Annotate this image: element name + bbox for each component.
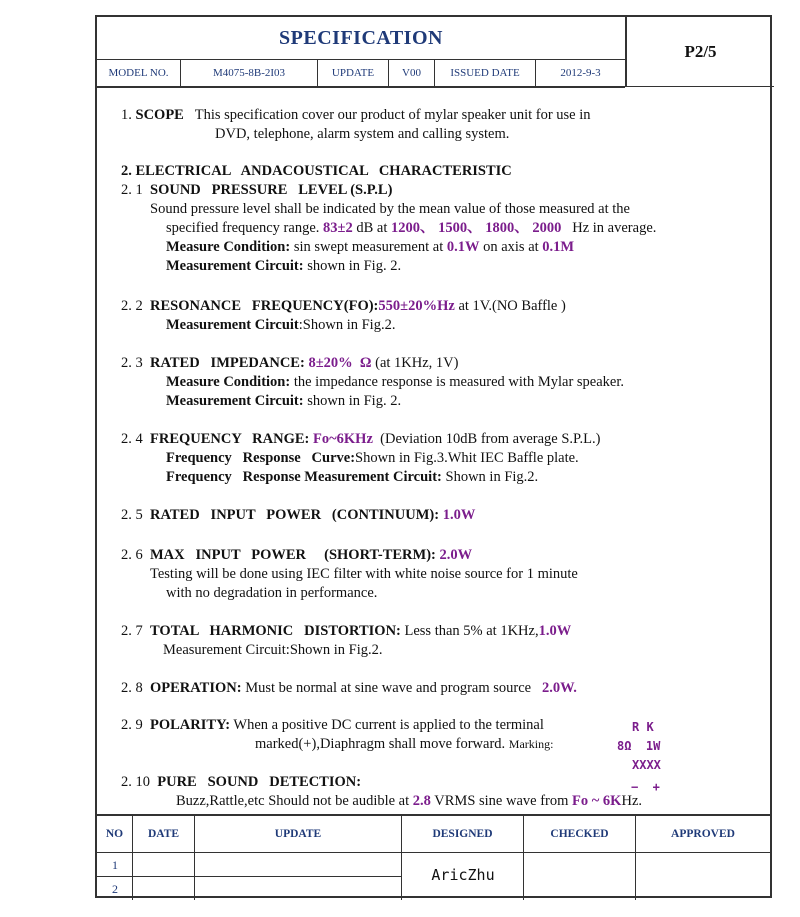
- marking-code: XXXX: [632, 758, 661, 772]
- label: Measure Condition:: [166, 374, 291, 390]
- text: at 1V.(NO Baffle ): [458, 298, 566, 314]
- section-title: RATED INPUT POWER (CONTINUUM):: [150, 507, 440, 523]
- section-resonance: [121, 297, 566, 315]
- text: shown in Fig. 2.: [307, 393, 402, 409]
- section-impedance: [121, 354, 459, 372]
- pure-sound-text: [176, 792, 642, 810]
- section-max-power: [121, 546, 472, 564]
- impedance-circuit: [166, 392, 401, 410]
- frequency-response-circuit: [166, 468, 538, 486]
- section-title: POLARITY:: [150, 717, 231, 733]
- text: the impedance response is measured with Mylar speaker.: [293, 374, 625, 390]
- text: specified frequency range.: [166, 220, 320, 236]
- text: marked(+),Diaphragm shall move forward.: [255, 736, 506, 752]
- marking-spec: 8Ω 1W: [617, 739, 661, 753]
- section-title: RESONANCE FREQUENCY(FO):: [150, 298, 379, 314]
- section-title: SOUND PRESSURE LEVEL (S.P.L): [150, 182, 393, 198]
- page-title: SPECIFICATION: [279, 26, 443, 49]
- title-bar: [97, 17, 625, 60]
- section-number: 2. 9: [121, 717, 143, 733]
- impedance-value: 8±20% Ω: [308, 355, 372, 371]
- text: on axis at: [483, 239, 539, 255]
- max-power-text-2: with no degradation in performance.: [166, 585, 378, 601]
- section-number: 2. 4: [121, 431, 143, 447]
- section-number: 2. 3: [121, 355, 143, 371]
- update-label: UPDATE: [318, 59, 389, 86]
- text: Hz.: [621, 793, 643, 809]
- col-header-date: DATE: [133, 816, 195, 852]
- text: When a positive DC current is applied to the terminal: [233, 717, 544, 733]
- resonance-value: 550±20%Hz: [378, 298, 455, 314]
- col-header-no: NO: [97, 816, 133, 852]
- text: Less than 5% at 1KHz,: [404, 623, 539, 639]
- spl-measure-condition: [166, 238, 574, 256]
- max-power-value: 2.0W: [439, 547, 473, 563]
- section-thd: [121, 622, 571, 640]
- issued-label: ISSUED DATE: [435, 59, 536, 86]
- marking-brand: R K: [632, 720, 654, 734]
- model-label: MODEL NO.: [97, 59, 181, 86]
- section-number: 2. 10: [121, 774, 150, 790]
- section-number: 2. 2: [121, 298, 143, 314]
- section-frequency-range: [121, 430, 600, 448]
- section-number: 2.: [121, 163, 132, 179]
- max-power-text-1: Testing will be done using IEC filter with white noise source for 1 minute: [150, 566, 578, 582]
- section-number: 2. 1: [121, 182, 143, 198]
- marking-polarity: − +: [631, 780, 660, 794]
- section-title: OPERATION:: [150, 680, 242, 696]
- section-title: PURE SOUND DETECTION:: [157, 774, 362, 790]
- label: Measurement Circuit: [166, 317, 299, 333]
- text: Shown in Fig.2.: [445, 469, 539, 485]
- text: (at 1KHz, 1V): [375, 355, 459, 371]
- model-value: M4075-8B-2I03: [181, 59, 318, 86]
- section-title: MAX INPUT POWER (SHORT-TERM):: [150, 547, 436, 563]
- issued-value: 2012-9-3: [560, 66, 601, 79]
- label: Measurement Circuit:: [166, 258, 304, 274]
- text: :Shown in Fig.2.: [298, 317, 396, 333]
- cell-checked: [524, 852, 636, 900]
- label: Measure Condition:: [166, 239, 291, 255]
- spl-value: 83±2: [323, 220, 353, 236]
- voltage-value: 2.8: [412, 793, 431, 809]
- section-polarity: [121, 716, 544, 734]
- label: Measurement Circuit:: [166, 393, 304, 409]
- polarity-text-2: [255, 735, 553, 753]
- scope-text-2: DVD, telephone, alarm system and calling system.: [215, 126, 510, 142]
- cell-date: [133, 852, 195, 900]
- spl-measure-circuit: [166, 257, 401, 275]
- rated-power-value: 1.0W: [442, 507, 476, 523]
- row-number-1: 1: [112, 858, 118, 872]
- section-number: 2. 8: [121, 680, 143, 696]
- section-title: SCOPE: [135, 107, 184, 123]
- thd-power-value: 1.0W: [538, 623, 572, 639]
- col-header-approved: APPROVED: [671, 828, 735, 840]
- cell-update: [195, 852, 402, 900]
- label: Frequency Response Curve:: [166, 450, 356, 466]
- frequency-range-value: Fo~6KHz: [313, 431, 373, 447]
- section-rated-power: [121, 506, 475, 524]
- spec-content: [97, 88, 770, 810]
- text: (Deviation 10dB from average S.P.L.): [380, 431, 601, 447]
- section-electrical: [121, 162, 512, 180]
- frequency-values: 1200、 1500、 1800、 2000: [391, 220, 562, 236]
- section-number: 1.: [121, 107, 132, 123]
- section-operation: [121, 679, 577, 697]
- col-header-checked: CHECKED: [524, 816, 636, 852]
- text: Hz in average.: [572, 220, 657, 236]
- thd-circuit: Measurement Circuit:Shown in Fig.2.: [163, 642, 383, 658]
- text: dB at: [356, 220, 388, 236]
- frequency-response-curve: [166, 449, 579, 467]
- operation-power-value: 2.0W.: [541, 680, 577, 696]
- text: VRMS sine wave from: [434, 793, 569, 809]
- designer-name: AricZhu: [431, 866, 495, 884]
- text: Buzz,Rattle,etc Should not be audible at: [176, 793, 410, 809]
- section-title: FREQUENCY RANGE:: [150, 431, 310, 447]
- distance-value: 0.1M: [542, 239, 575, 255]
- section-spl: [121, 181, 392, 199]
- page-number: P2/5: [625, 17, 774, 87]
- revision-table: [97, 814, 770, 900]
- update-value: V00: [389, 59, 435, 86]
- section-title: RATED IMPEDANCE:: [150, 355, 305, 371]
- col-header-designed: DESIGNED: [402, 816, 524, 852]
- spl-text-2: [166, 219, 656, 237]
- section-text: This specification cover our product of mylar speaker unit for use in: [194, 107, 591, 123]
- row-number-2: 2: [112, 882, 118, 896]
- section-title: TOTAL HARMONIC DISTORTION:: [150, 623, 401, 639]
- section-pure-sound: [121, 773, 361, 791]
- col-header-update: UPDATE: [195, 816, 402, 852]
- text: Shown in Fig.3.Whit IEC Baffle plate.: [355, 450, 579, 466]
- section-scope: [121, 106, 591, 124]
- resonance-circuit: [166, 316, 395, 334]
- section-number: 2. 7: [121, 623, 143, 639]
- section-number: 2. 5: [121, 507, 143, 523]
- specification-sheet: [95, 15, 772, 898]
- section-number: 2. 6: [121, 547, 143, 563]
- range-value: Fo ~ 6K: [572, 793, 622, 809]
- impedance-condition: [166, 373, 624, 391]
- text: sin swept measurement at: [293, 239, 444, 255]
- marking-label: Marking:: [508, 737, 554, 751]
- section-title: ELECTRICAL ANDACOUSTICAL CHARACTERISTIC: [135, 163, 512, 179]
- text: Must be normal at sine wave and program source: [245, 680, 532, 696]
- meta-row: [97, 59, 625, 88]
- text: shown in Fig. 2.: [307, 258, 402, 274]
- spl-text-1: Sound pressure level shall be indicated by the mean value of those measured at the: [150, 201, 630, 217]
- power-value: 0.1W: [446, 239, 480, 255]
- label: Frequency Response Measurement Circuit:: [166, 469, 442, 485]
